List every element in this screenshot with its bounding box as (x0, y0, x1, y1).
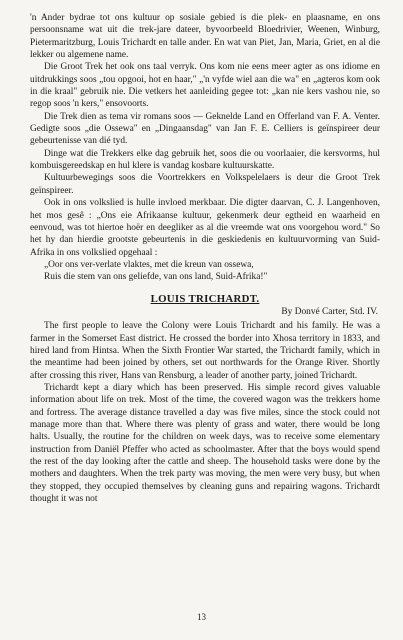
page-number: 13 (197, 612, 206, 622)
paragraph-literature: Die Trek dien as tema vir romans soos — Geknelde Land en Offerland van F. A. Venter. Gedigte soos „die Ossewa" en „Dingaansdag" van Jan F. E. Celliers is geïnspireer deur gebeurtenisse van dié tyd. (30, 111, 380, 147)
paragraph-cultural-treasures: Dinge wat die Trekkers elke dag gebruik het, soos die ou voorlaaier, die kersvorms, hul kombuisgereedskap en hul klere is vandag kosbare kultuurskatte. (30, 148, 380, 172)
text-column (30, 12, 380, 505)
paragraph-trichardt-diary: Trichardt kept a diary which has been preserved. His simple record gives valuable information about life on trek. Most of the time, the covered wagon was the trekkers home and fortress. The average distance travelled a day was five miles, since the stock could not manage more than that. Where there was plenty of grass and water, there would be long halts. Usually, the routine for the children on week days, was to receive some elementary instruction from Daniël Pfeffer who acted as schoolmaster. After that the boys would spend the rest of the day looking after the cattle and sheep. The household tasks were done by the mothers and daughters. When the trek party was moving, the men were very busy, but when they stopped, they occupied themselves by cleaning guns and repairing wagons. Trichardt thought it was not (30, 382, 380, 505)
anthem-quote-line-1: „Oor ons ver-verlate vlaktes, met die kreun van ossewa, (44, 259, 254, 270)
paragraph-place-names: 'n Ander bydrae tot ons kultuur op sosiale gebied is die plek- en plaasname, en ons persoonsname wat uit die trek-jare dateer, byvoorbeeld Bloedrivier, Weenen, Winburg, Pietermaritzburg, Louis Trichardt en talle ander. En wat van Piet, Jan, Maria, Griet, en al die lekker ou algemene name. (30, 13, 380, 61)
article-title: LOUIS TRICHARDT. (150, 292, 260, 305)
paragraph-language: Die Groot Trek het ook ons taal verryk. Ons kom nie eens meer agter as ons idiome en uitdrukkings soos „tou opgooi, hot en haar," „'n vyfde wiel aan die wa" en „agteros kom ook in die kraal" gebruik nie. Die vetkers het aanleiding gegee tot: „kan nie kers vashou nie, so regop soos 'n kers," ensovoorts. (30, 62, 380, 110)
paragraph-trichardt-family: The first people to leave the Colony were Louis Trichardt and his family. He was a farmer in the Somerset East district. He crossed the border into Xhosa territory in 1833, and hired land from Hintsa. When the Sixth Frontier War started, the Trichardt family, which in the meantime had been joined by others, set out northwards for the Orange River. Shortly after crossing this river, Hans van Rensburg, a leader of another party, joined Trichardt. (30, 321, 380, 381)
paragraph-anthem: Ook in ons volkslied is hulle invloed merkbaar. Die digter daarvan, C. J. Langenhoven, het mos gesê : „Ons eie Afrikaanse kultuur, gekenmerk deur egtheid en waarheid en eenvoud, was tot hiertoe hoër en deegliker as al die vreemde wat ons voorgehou word." So het hy dan hierdie grootste gebeurtenis in die geskiedenis en kultuurvorming van Suid-Afrika in ons volkslied opgehaal : (30, 198, 380, 258)
article-byline: By Donvé Carter, Std. IV. (281, 306, 378, 317)
anthem-quote-line-2: Ruis die stem van ons geliefde, van ons land, Suid-Afrika!" (44, 272, 268, 283)
paragraph-cultural-movements: Kultuurbewegings soos die Voortrekkers en Volkspelelaers is deur die Groot Trek geïnspireer. (30, 173, 380, 196)
